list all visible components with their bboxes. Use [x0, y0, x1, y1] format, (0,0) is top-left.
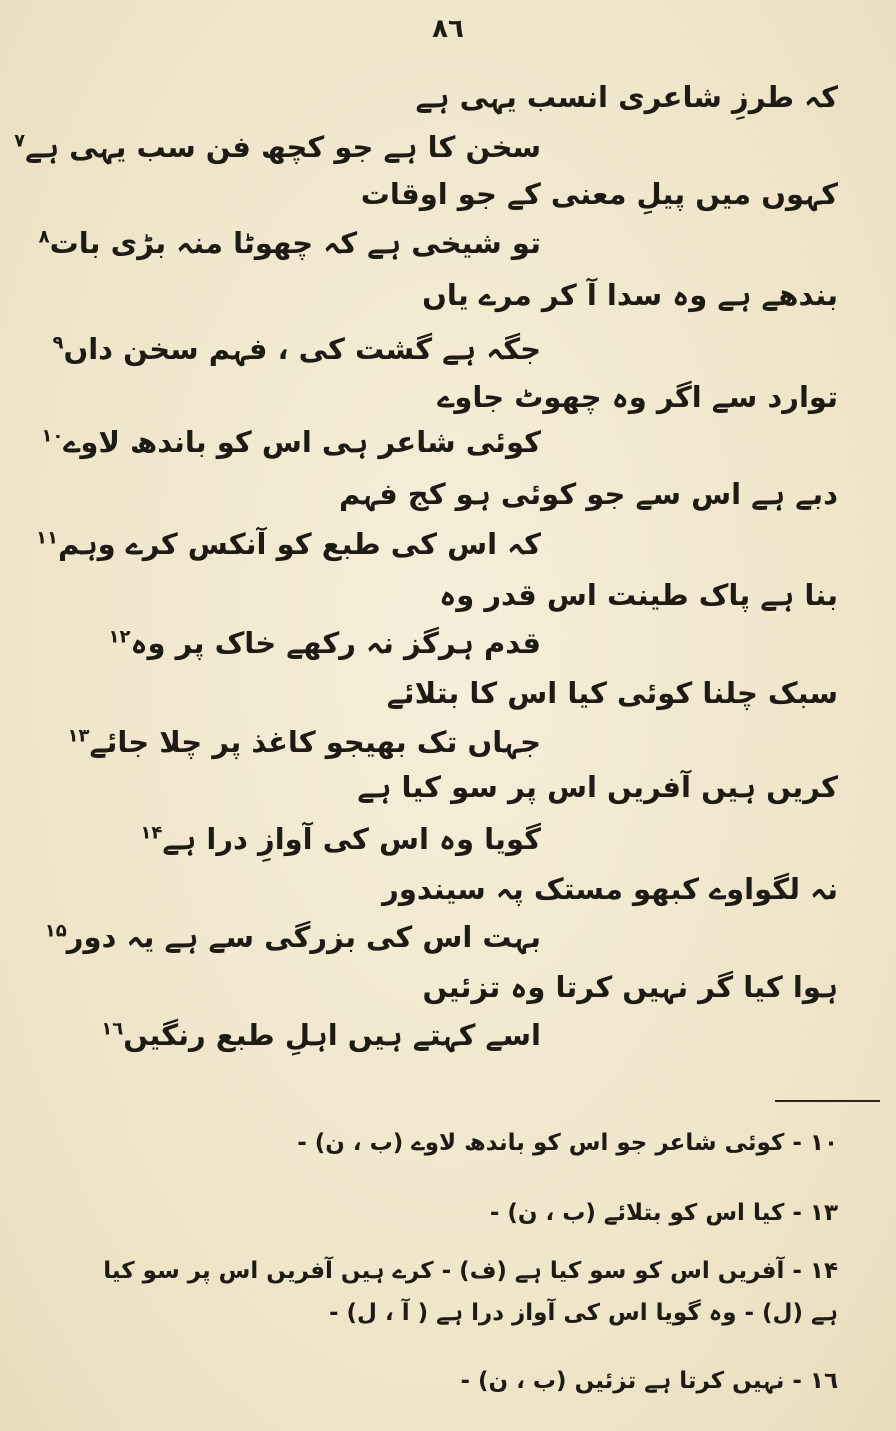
verse-line: [68, 725, 541, 760]
verse-line: [14, 130, 541, 165]
verse-line: [101, 1018, 541, 1053]
verse-line: [361, 177, 838, 212]
verse-line: [416, 80, 838, 115]
verse-line: [439, 578, 838, 613]
verse-text: بہت اس کی بزرگی سے ہے یہ دور: [66, 920, 541, 954]
verse-footnote-mark: ۱۵: [44, 920, 67, 942]
footnote: ۱۰ - کوئی شاعر جو اس کو باندھ لاوے (ب ، ن) -: [297, 1130, 838, 1156]
verse-footnote-mark: ۱۰: [41, 425, 64, 447]
verse-text: اسے کہتے ہیں اہلِ طبع رنگیں: [123, 1018, 541, 1052]
verse-text: سخن کا ہے جو کچھ فن سب یہی ہے: [25, 130, 541, 164]
verse-line: [140, 822, 541, 857]
verse-line: [382, 872, 838, 907]
verse-text: قدم ہرگز نہ رکھے خاک پر وہ: [130, 626, 541, 660]
verse-line: [437, 380, 838, 415]
verse-text: سبک چلنا کوئی کیا اس کا بتلائے: [386, 676, 838, 710]
verse-line: [422, 278, 838, 313]
verse-text: تو شیخی ہے کہ چھوٹا منہ بڑی بات: [49, 226, 541, 260]
verse-line: [387, 676, 838, 711]
footnote-divider: [775, 1100, 880, 1102]
verse-line: [41, 425, 541, 460]
verse-line: [423, 970, 838, 1005]
verse-text: کریں ہیں آفریں اس پر سو کیا ہے: [357, 770, 838, 804]
verse-text: کہ طرزِ شاعری انسب یہی ہے: [415, 80, 838, 114]
verse-text: کوئی شاعر ہی اس کو باندھ لاوے: [63, 425, 541, 459]
verse-footnote-mark: ۱۴: [140, 822, 163, 844]
verse-text: جگہ ہے گشت کی ، فہم سخن داں: [63, 332, 541, 366]
footnote: ۱۴ - آفریں اس کو سو کیا ہے (ف) - کرے ہیں آفریں اس پر سو کیا: [103, 1258, 838, 1284]
verse-line: [45, 920, 541, 955]
verse-footnote-mark: ۸: [38, 226, 50, 248]
verse-text: بنا ہے پاک طینت اس قدر وہ: [439, 578, 838, 612]
verse-text: کہ اس کی طبع کو آنکس کرے وہم: [57, 527, 541, 561]
verse-footnote-mark: ۹: [52, 332, 64, 354]
verse-line: [36, 527, 541, 562]
verse-footnote-mark: ۷: [14, 130, 26, 152]
footnote: ہے (ل) - وہ گویا اس کی آواز درا ہے ( آ ، ل) -: [328, 1300, 838, 1326]
verse-text: جہاں تک بھیجو کاغذ پر چلا جائے: [89, 725, 541, 759]
verse-text: نہ لگواوے کبھو مستک پہ سیندور: [382, 872, 838, 906]
verse-footnote-mark: ۱۲: [108, 626, 131, 648]
verse-text: گویا وہ اس کی آوازِ درا ہے: [162, 822, 541, 856]
verse-text: توارد سے اگر وہ چھوٹ جاوے: [437, 380, 838, 414]
verse-text: ہوا کیا گر نہیں کرتا وہ تزئیں: [422, 970, 838, 1004]
footnote: ۱٦ - نہیں کرتا ہے تزئیں (ب ، ن) -: [460, 1368, 838, 1394]
verse-footnote-mark: ۱۱: [35, 527, 58, 549]
verse-line: [357, 770, 838, 805]
verse-line: [52, 332, 541, 367]
footnote: ۱۳ - کیا اس کو بتلائے (ب ، ن) -: [489, 1200, 838, 1226]
verse-text: دبے ہے اس سے جو کوئی ہو کج فہم: [338, 477, 838, 511]
verse-line: [39, 226, 541, 261]
verse-text: کہوں میں پیلِ معنی کے جو اوقات: [360, 177, 838, 211]
verse-footnote-mark: ۱۳: [67, 725, 90, 747]
verse-footnote-mark: ۱٦: [101, 1018, 124, 1040]
verse-line: [339, 477, 838, 512]
verse-line: [108, 626, 541, 661]
page-number: ۸٦: [432, 14, 464, 44]
verse-text: بندھے ہے وہ سدا آ کر مرے یاں: [422, 278, 838, 312]
